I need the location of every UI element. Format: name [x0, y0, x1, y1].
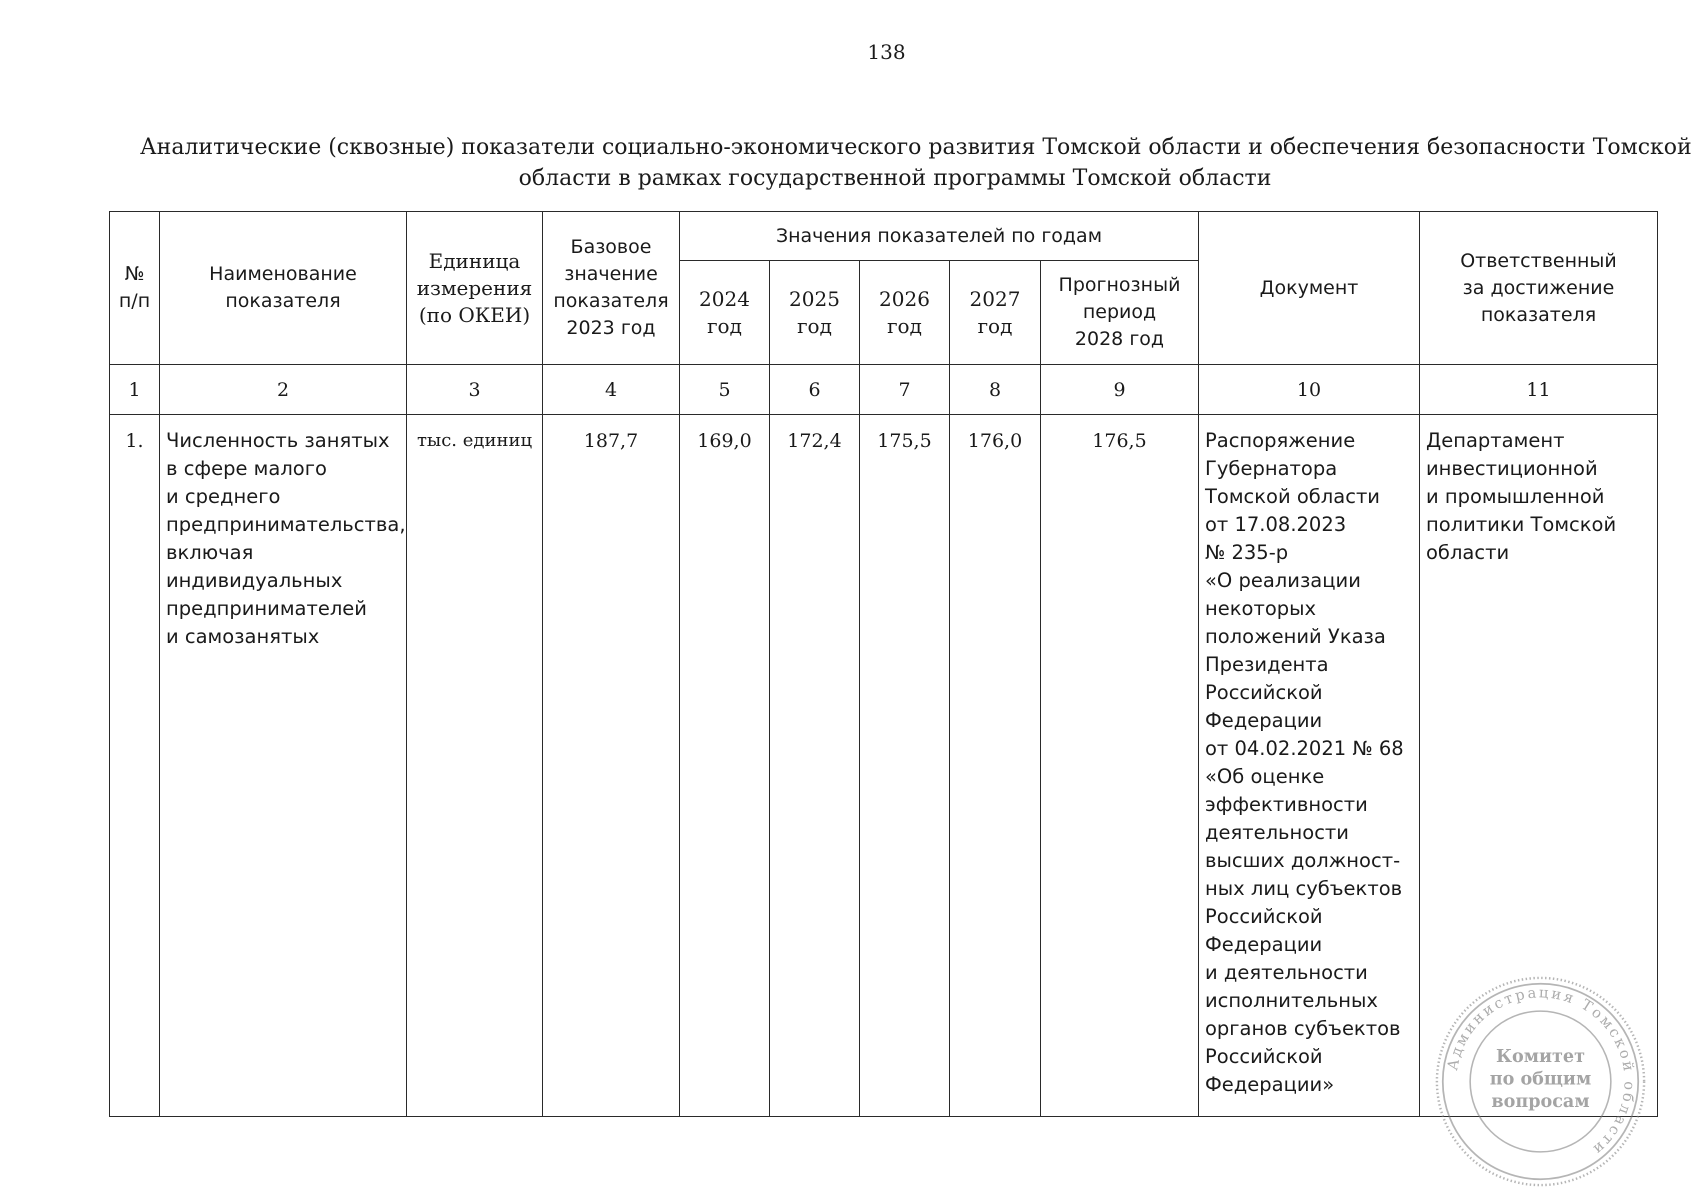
header-years-group: Значения показателей по годам [680, 212, 1199, 261]
row-2025: 172,4 [770, 415, 860, 1117]
header-2024: 2024 год [680, 261, 770, 365]
header-num: № п/п [110, 212, 160, 365]
column-number: 2 [160, 365, 407, 415]
row-responsible: Департамент инвестиционной и промышленной политики Томской области [1420, 415, 1658, 1117]
row-base: 187,7 [543, 415, 680, 1117]
column-number: 3 [407, 365, 543, 415]
header-name: Наименование показателя [160, 212, 407, 365]
document-title [140, 132, 1692, 194]
column-number: 6 [770, 365, 860, 415]
header-2027: 2027 год [950, 261, 1041, 365]
stamp-center-line: вопросам [1491, 1090, 1590, 1112]
header-2025: 2025 год [770, 261, 860, 365]
indicators-table [109, 211, 1658, 1117]
stamp-ring-text: Администрация Томской области [1444, 984, 1638, 1160]
table-row [110, 415, 1658, 1117]
column-number: 8 [950, 365, 1041, 415]
page-number: 138 [867, 40, 906, 64]
stamp-center-line: по общим [1489, 1068, 1592, 1090]
column-number: 5 [680, 365, 770, 415]
header-2026: 2026 год [860, 261, 950, 365]
stamp-center-line: Комитет [1496, 1045, 1585, 1067]
column-number: 4 [543, 365, 680, 415]
column-numbers-row [110, 365, 1658, 415]
header-base: Базовое значение показателя 2023 год [543, 212, 680, 365]
header-document: Документ [1199, 212, 1420, 365]
header-forecast: Прогнозный период 2028 год [1041, 261, 1199, 365]
header-responsible: Ответственный за достижение показателя [1420, 212, 1658, 365]
column-number: 10 [1199, 365, 1420, 415]
row-num: 1. [110, 415, 160, 1117]
row-2024: 169,0 [680, 415, 770, 1117]
row-unit: тыс. единиц [407, 415, 543, 1117]
official-stamp [1433, 974, 1648, 1189]
title-line: Аналитические (сквозные) показатели социально-экономического развития Томской области и обеспечения безопасности Томской [140, 135, 1692, 160]
column-number: 7 [860, 365, 950, 415]
row-2027: 176,0 [950, 415, 1041, 1117]
header-unit: Единица измерения (по ОКЕИ) [407, 212, 543, 365]
row-document: Распоряжение Губернатора Томской области от 17.08.2023 № 235-р «О реализации некоторых положений Указа Президента Российской Федерации от 04.02.2021 № 68 «Об оценке эффективности деятельности высших должност- ных лиц субъектов Российской Федерации и деятельности исполнительных органов субъектов Российской Федерации» [1199, 415, 1420, 1117]
row-forecast: 176,5 [1041, 415, 1199, 1117]
row-name: Численность занятых в сфере малого и среднего предпринимательства, включая индивидуальных предпринимателей и самозанятых [160, 415, 407, 1117]
column-number: 11 [1420, 365, 1658, 415]
column-number: 1 [110, 365, 160, 415]
row-2026: 175,5 [860, 415, 950, 1117]
column-number: 9 [1041, 365, 1199, 415]
title-line: области в рамках государственной программы Томской области [518, 166, 1272, 191]
